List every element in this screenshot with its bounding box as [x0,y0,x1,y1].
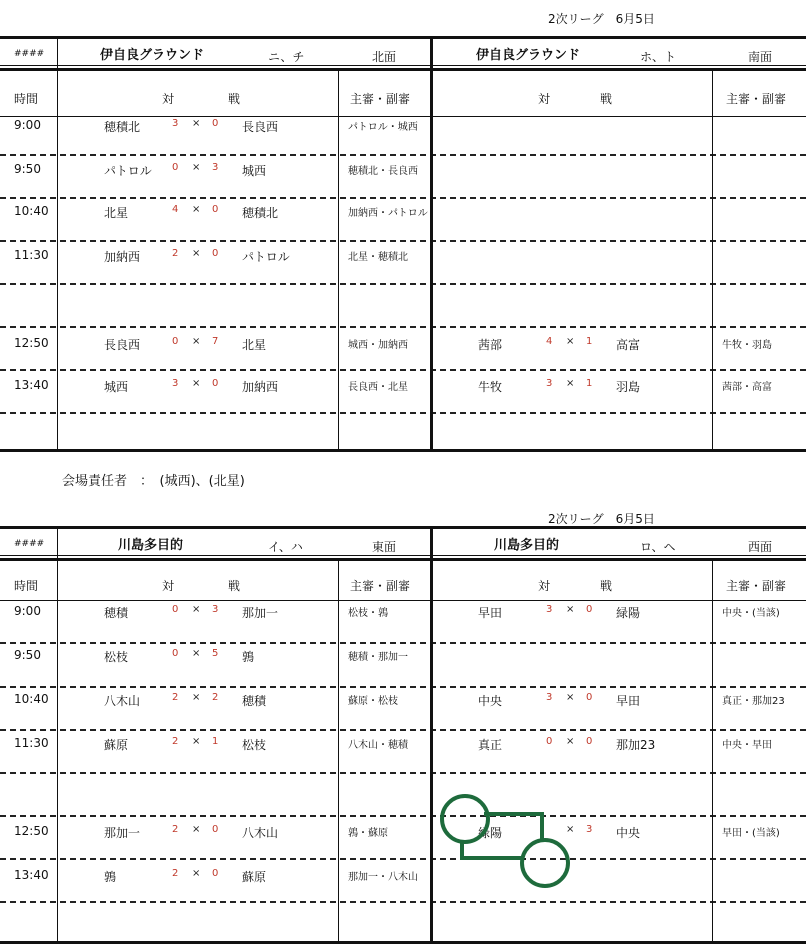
away-team: 鶉 [242,650,255,664]
away-team: 八木山 [242,826,279,840]
venue-right: 川島多目的 [494,538,560,553]
away-score: 3 [212,604,219,615]
versus-mark: × [192,648,201,659]
versus-mark: × [192,824,201,835]
away-team: 長良西 [242,120,279,134]
referee-cell: 穂積・那加一 [348,652,408,663]
col-match-b: 戦 [600,579,613,593]
away-team: 穂積北 [242,206,279,220]
col-match-b: 戦 [600,92,613,106]
courts-left: イ、ハ [268,540,303,554]
away-team: 那加23 [616,738,656,752]
away-score: 0 [212,378,219,389]
referee-cell: 那加一・八木山 [348,872,418,883]
time-cell: 9:00 [14,604,41,618]
home-team: 八木山 [104,694,141,708]
versus-mark: × [566,824,575,835]
home-score: 0 [172,648,179,659]
time-cell: 9:50 [14,648,41,662]
home-score: 3 [546,692,553,703]
side-right: 南面 [748,50,773,64]
home-score: 2 [172,824,179,835]
away-team: 羽島 [616,380,641,394]
home-score: 4 [172,204,179,215]
col-ref: 主審・副審 [726,579,787,593]
referee-cell: 中央・(当該) [722,608,780,619]
versus-mark: × [192,248,201,259]
versus-mark: × [566,378,575,389]
col-match-a: 対 [162,92,175,106]
schedule-table-iraragrounds [0,36,806,452]
referee-cell: 長良西・北星 [348,382,408,393]
date-label: 2次リーグ 6月5日 [548,512,655,526]
versus-mark: × [192,162,201,173]
away-score: 0 [212,248,219,259]
home-team: 中央 [478,694,503,708]
col-ref: 主審・副審 [350,92,411,106]
versus-mark: × [566,736,575,747]
home-team: 穂積 [104,606,129,620]
side-left: 東面 [372,540,397,554]
home-team: 牛牧 [478,380,503,394]
away-team: 松枝 [242,738,267,752]
venue-manager-note: 会場責任者 ： (城西)、(北星) [62,474,245,489]
versus-mark: × [192,118,201,129]
home-score: 4 [546,336,553,347]
venue-left: 川島多目的 [118,538,184,553]
away-score: 0 [212,824,219,835]
time-cell: 13:40 [14,868,49,882]
versus-mark: × [192,692,201,703]
time-cell: 12:50 [14,336,49,350]
home-team: 長良西 [104,338,141,352]
home-score: 2 [172,868,179,879]
home-team: 真正 [478,738,503,752]
home-score: 3 [546,378,553,389]
col-time: 時間 [14,92,39,106]
away-score: 3 [212,162,219,173]
away-score: 0 [212,118,219,129]
referee-cell: 加納西・パトロル [348,208,428,219]
home-score: 2 [172,248,179,259]
away-team: 中央 [616,826,641,840]
home-team: 那加一 [104,826,141,840]
away-score: 0 [586,692,593,703]
away-score: 1 [586,378,593,389]
home-team: 緑陽 [478,826,503,840]
home-score: 3 [172,118,179,129]
away-team: 北星 [242,338,267,352]
courts-left: ニ、チ [268,50,305,64]
col-match-a: 対 [162,579,175,593]
home-score: 2 [172,692,179,703]
referee-cell: 北星・穂積北 [348,252,408,263]
time-cell: 9:50 [14,162,41,176]
side-left: 北面 [372,50,397,64]
home-score: 0 [172,162,179,173]
versus-mark: × [566,692,575,703]
away-score: 3 [586,824,593,835]
home-score: 3 [172,378,179,389]
col-time: 時間 [14,579,39,593]
referee-cell: 鶉・蘇原 [348,828,388,839]
col-ref: 主審・副審 [350,579,411,593]
versus-mark: × [192,336,201,347]
time-cell: 11:30 [14,736,49,750]
away-team: 加納西 [242,380,279,394]
home-score: 0 [546,736,553,747]
home-team: 早田 [478,606,503,620]
referee-cell: 松枝・鶉 [348,608,388,619]
home-team: 蘇原 [104,738,129,752]
referee-cell: 茜部・高富 [722,382,772,393]
referee-cell: 穂積北・長良西 [348,166,418,177]
col-match-a: 対 [538,92,551,106]
courts-right: ホ、ト [640,50,677,64]
time-cell: 10:40 [14,204,49,218]
courts-right: ロ、ヘ [640,540,676,554]
away-score: 1 [586,336,593,347]
away-score: 0 [586,604,593,615]
referee-cell: 真正・那加23 [722,696,785,707]
versus-mark: × [192,204,201,215]
versus-mark: × [192,604,201,615]
home-team: パトロル [104,164,152,178]
date-label: 2次リーグ 6月5日 [548,12,655,26]
home-team: 松枝 [104,650,129,664]
col-ref: 主審・副審 [726,92,787,106]
away-team: 那加一 [242,606,279,620]
referee-cell: 早田・(当該) [722,828,780,839]
versus-mark: × [192,868,201,879]
home-team: 鶉 [104,870,117,884]
away-team: 早田 [616,694,641,708]
away-score: 2 [212,692,219,703]
referee-cell: 牛牧・羽島 [722,340,772,351]
venue-right: 伊自良グラウンド [476,48,581,63]
away-score: 0 [212,204,219,215]
corner-mark: #### [14,49,45,59]
referee-cell: 蘇原・松枝 [348,696,398,707]
versus-mark: × [192,378,201,389]
home-score: 2 [172,736,179,747]
away-team: 城西 [242,164,267,178]
home-team: 城西 [104,380,129,394]
home-team: 穂積北 [104,120,141,134]
venue-left: 伊自良グラウンド [100,48,205,63]
home-team: 茜部 [478,338,503,352]
home-score: 0 [172,336,179,347]
away-team: パトロル [242,250,290,264]
home-team: 北星 [104,206,129,220]
referee-cell: 八木山・穂積 [348,740,408,751]
referee-cell: パトロル・城西 [348,122,418,133]
away-score: 0 [212,868,219,879]
away-team: 穂積 [242,694,267,708]
time-cell: 13:40 [14,378,49,392]
side-right: 西面 [748,540,773,554]
away-team: 蘇原 [242,870,267,884]
referee-cell: 城西・加納西 [348,340,408,351]
away-score: 5 [212,648,219,659]
time-cell: 12:50 [14,824,49,838]
referee-cell: 中央・早田 [722,740,772,751]
home-team: 加納西 [104,250,141,264]
col-match-a: 対 [538,579,551,593]
home-score: 3 [546,604,553,615]
versus-mark: × [566,604,575,615]
away-score: 1 [212,736,219,747]
corner-mark: #### [14,539,45,549]
time-cell: 10:40 [14,692,49,706]
away-score: 7 [212,336,219,347]
time-cell: 9:00 [14,118,41,132]
versus-mark: × [566,336,575,347]
away-team: 緑陽 [616,606,641,620]
col-match-b: 戦 [228,92,241,106]
home-score: 0 [172,604,179,615]
schedule-table-kawashima [0,526,806,946]
versus-mark: × [192,736,201,747]
away-team: 高富 [616,338,641,352]
col-match-b: 戦 [228,579,241,593]
away-score: 0 [586,736,593,747]
time-cell: 11:30 [14,248,49,262]
